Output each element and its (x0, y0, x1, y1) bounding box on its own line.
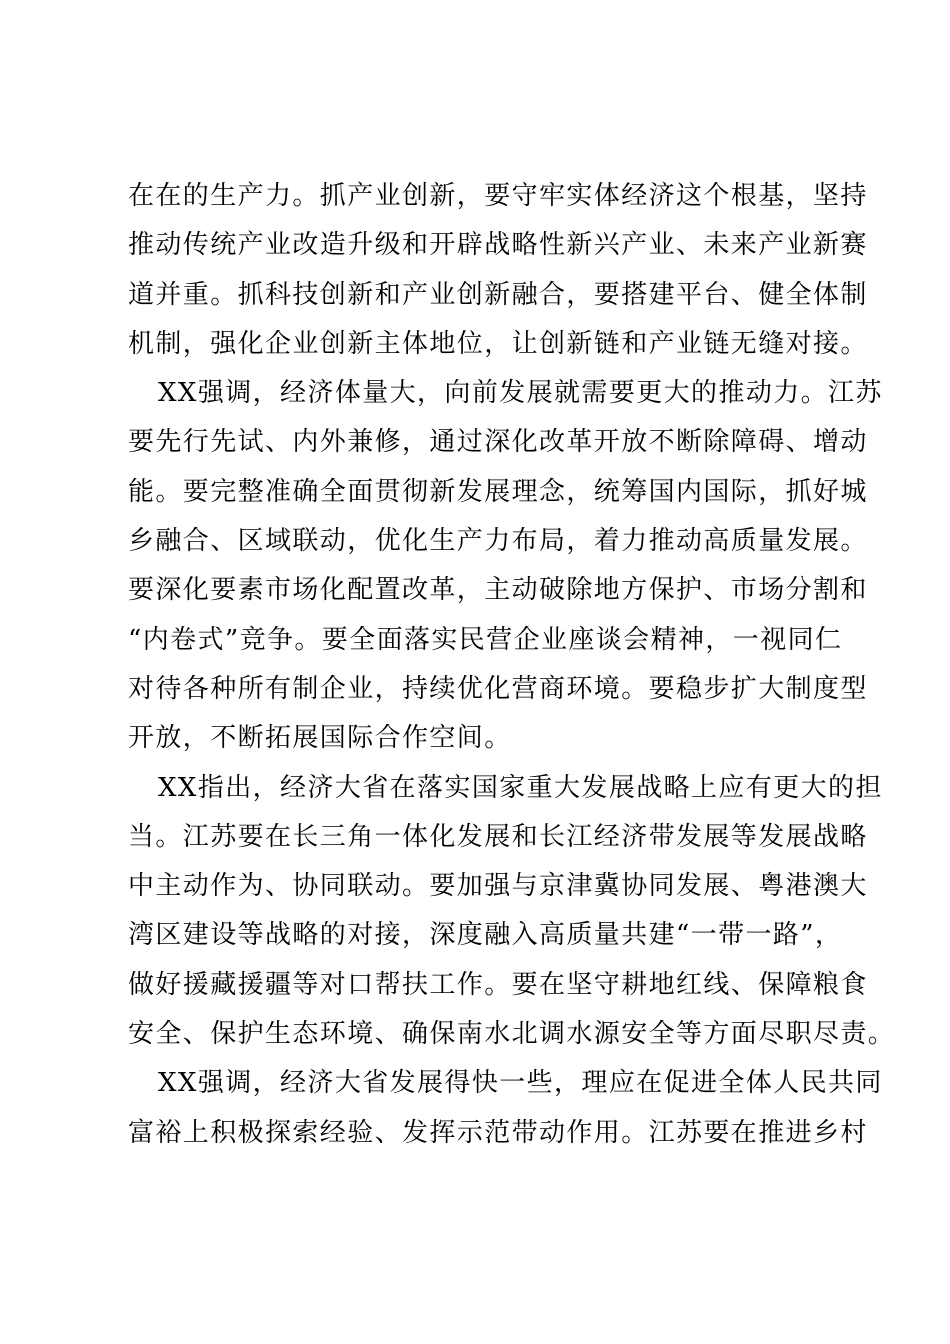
text-line: 对待各种所有制企业，持续优化营商环境。要稳步扩大制度型 (128, 673, 868, 704)
text-line: 开放，不断拓展国际合作空间。 (128, 723, 512, 754)
paragraph-2 (128, 369, 883, 763)
text-line: 乡融合、区域联动，优化生产力布局，着力推动高质量发展。 (128, 526, 868, 557)
text-line: XX指出，经济大省在落实国家重大发展战略上应有更大的担 (158, 772, 883, 803)
paragraph-1 (128, 172, 868, 369)
text-line: 在在的生产力。抓产业创新，要守牢实体经济这个根基，坚持 (128, 181, 868, 211)
text-line: 机制，强化企业创新主体地位，让创新链和产业链无缝对接。 (128, 328, 868, 359)
text-line: 能。要完整准确全面贯彻新发展理念，统筹国内国际，抓好城 (128, 476, 868, 507)
text-line: 湾区建设等战略的对接，深度融入高质量共建“一带一路”， (128, 920, 843, 951)
text-line: 要先行先试、内外兼修，通过深化改革开放不断除障碍、增动 (128, 427, 868, 458)
text-line: XX强调，经济大省发展得快一些，理应在促进全体人民共同 (158, 1068, 883, 1099)
text-line: 推动传统产业改造升级和开辟战略性新兴产业、未来产业新赛 (128, 230, 868, 261)
text-line: 道并重。抓科技创新和产业创新融合，要搭建平台、健全体制 (128, 279, 868, 310)
document-page (128, 172, 896, 1158)
text-line: 安全、保护生态环境、确保南水北调水源安全等方面尽职尽责。 (128, 1019, 896, 1050)
text-line: 富裕上积极探索经验、发挥示范带动作用。江苏要在推进乡村 (128, 1117, 868, 1148)
paragraph-3 (128, 764, 896, 1060)
text-line: “内卷式”竞争。要全面落实民营企业座谈会精神，一视同仁 (128, 624, 843, 655)
text-line: 当。江苏要在长三角一体化发展和长江经济带发展等发展战略 (128, 821, 868, 852)
text-line: 做好援藏援疆等对口帮扶工作。要在坚守耕地红线、保障粮食 (128, 969, 868, 1000)
paragraph-4 (128, 1059, 883, 1158)
text-line: 要深化要素市场化配置改革，主动破除地方保护、市场分割和 (128, 575, 868, 606)
text-line: XX强调，经济体量大，向前发展就需要更大的推动力。江苏 (158, 378, 883, 409)
text-line: 中主动作为、协同联动。要加强与京津冀协同发展、粤港澳大 (128, 871, 868, 902)
